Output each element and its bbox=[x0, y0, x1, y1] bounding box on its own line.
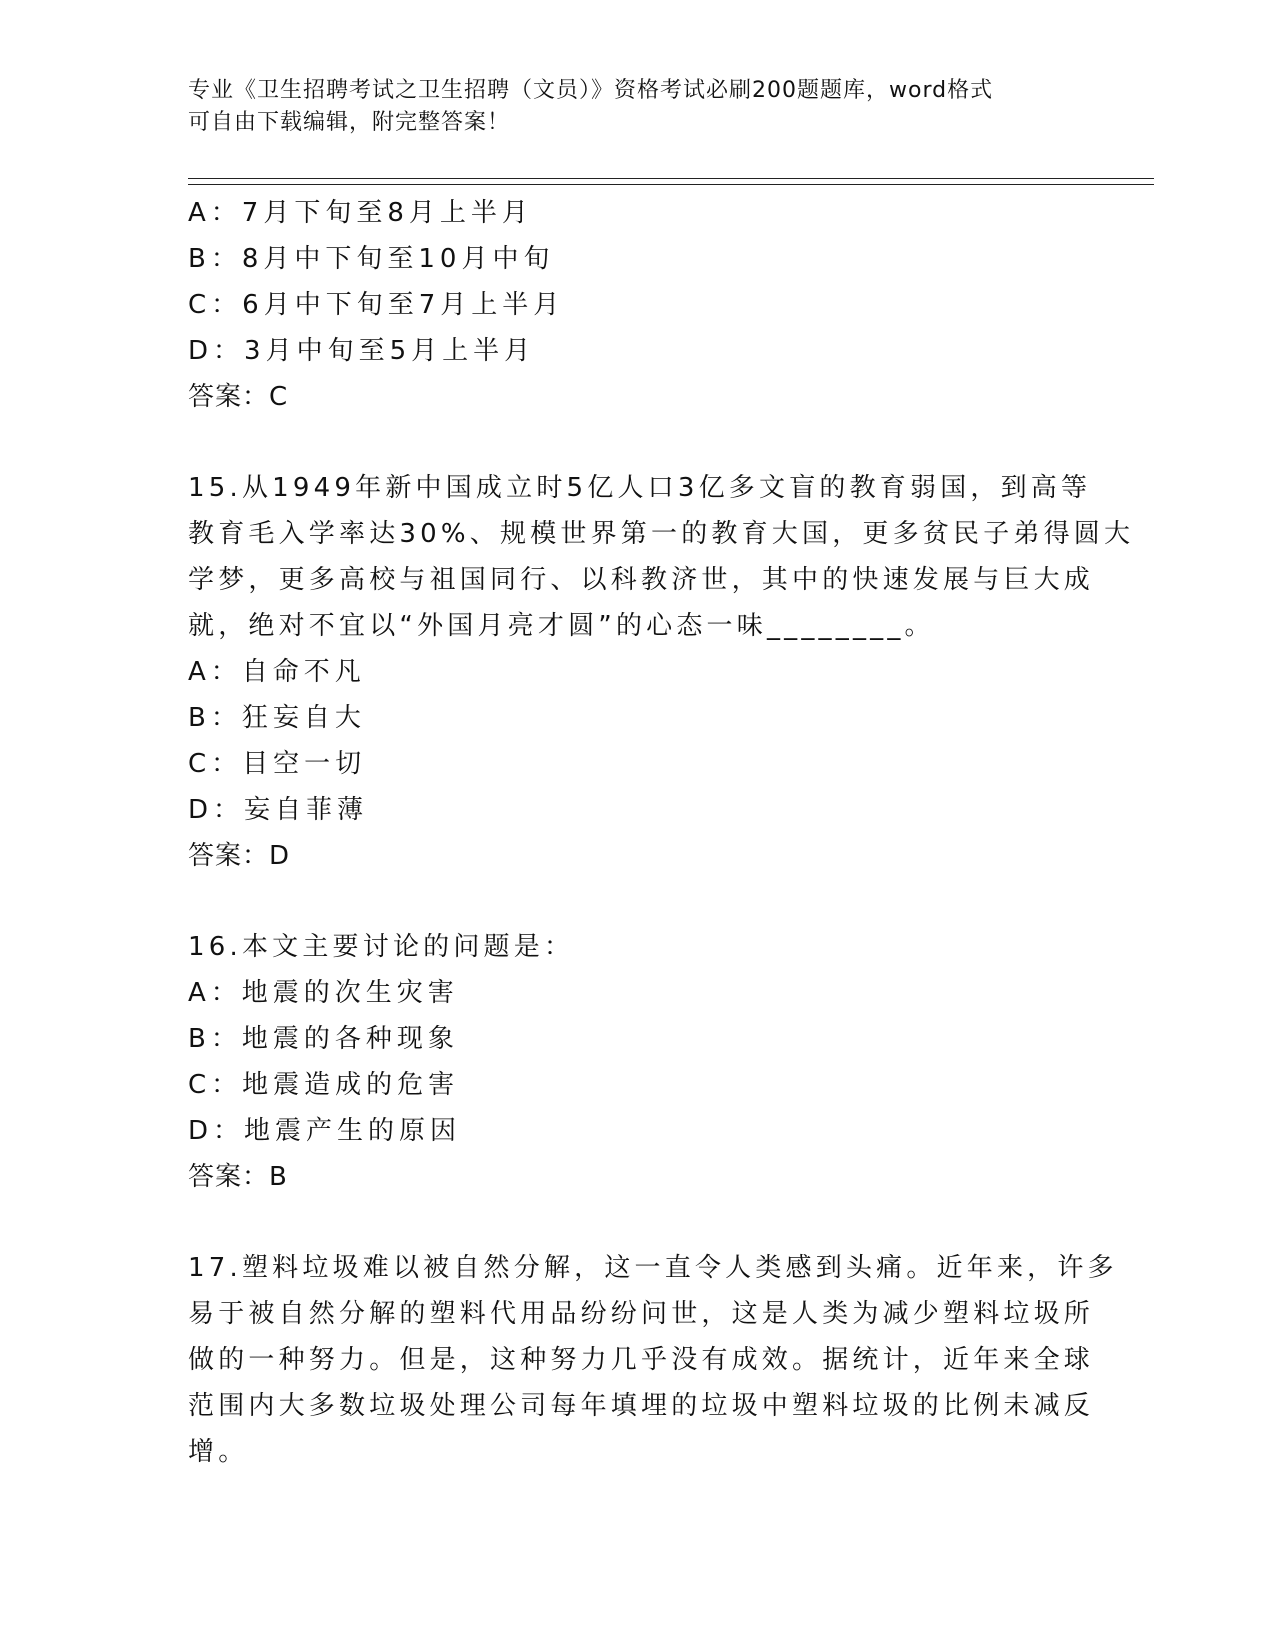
answer-line: 答案：C bbox=[188, 382, 289, 412]
option-b: B：狂妄自大 bbox=[188, 703, 366, 733]
option-c: C：6月中下旬至7月上半月 bbox=[188, 290, 565, 320]
question-text-line: 16.本文主要讨论的问题是： bbox=[188, 932, 575, 962]
question-text-line: 易于被自然分解的塑料代用品纷纷问世，这是人类为减少塑料垃圾所 bbox=[188, 1299, 1095, 1329]
question-text-line: 17.塑料垃圾难以被自然分解，这一直令人类感到头痛。近年来，许多 bbox=[188, 1253, 1118, 1283]
answer-line: 答案：D bbox=[188, 841, 291, 871]
document-body bbox=[188, 190, 1135, 1475]
header-title-line-1: 专业《卫生招聘考试之卫生招聘（文员）》资格考试必刷200题题库，word格式 bbox=[188, 78, 994, 103]
option-c: C：目空一切 bbox=[188, 749, 367, 779]
option-a: A：地震的次生灾害 bbox=[188, 978, 459, 1008]
question-text-line: 就，绝对不宜以“外国月亮才圆”的心态一味________。 bbox=[188, 611, 935, 641]
question-text-line: 15.从1949年新中国成立时5亿人口3亿多文盲的教育弱国，到高等 bbox=[188, 473, 1092, 503]
question-16 bbox=[188, 924, 1088, 1200]
option-b: B：地震的各种现象 bbox=[188, 1024, 459, 1054]
option-a: A：自命不凡 bbox=[188, 657, 366, 687]
question-text bbox=[188, 1245, 1118, 1475]
document-header bbox=[188, 75, 1068, 139]
question-text-line: 增。 bbox=[188, 1437, 249, 1467]
answer-line: 答案：B bbox=[188, 1162, 288, 1192]
option-d: D：地震产生的原因 bbox=[188, 1116, 462, 1146]
option-d: D：3月中旬至5月上半月 bbox=[188, 336, 536, 366]
question-text-line: 学梦，更多高校与祖国同行、以科教济世，其中的快速发展与巨大成 bbox=[188, 565, 1095, 595]
question-text-line: 范围内大多数垃圾处理公司每年填埋的垃圾中塑料垃圾的比例未减反 bbox=[188, 1391, 1095, 1421]
question-14-continuation bbox=[188, 190, 1088, 420]
spacer bbox=[188, 420, 1088, 465]
question-text bbox=[188, 924, 1088, 970]
question-text-line: 教育毛入学率达30%、规模世界第一的教育大国，更多贫民子弟得圆大 bbox=[188, 519, 1135, 549]
option-b: B：8月中下旬至10月中旬 bbox=[188, 244, 555, 274]
question-15 bbox=[188, 465, 1135, 879]
header-divider-bottom bbox=[188, 184, 1154, 185]
spacer bbox=[188, 879, 1088, 924]
header-title-line-2: 可自由下载编辑，附完整答案！ bbox=[188, 110, 511, 135]
question-text bbox=[188, 465, 1135, 649]
question-text-line: 做的一种努力。但是，这种努力几乎没有成效。据统计，近年来全球 bbox=[188, 1345, 1095, 1375]
option-c: C：地震造成的危害 bbox=[188, 1070, 460, 1100]
spacer bbox=[188, 1200, 1088, 1245]
question-17 bbox=[188, 1245, 1118, 1475]
header-divider-top bbox=[188, 178, 1154, 179]
option-d: D：妄自菲薄 bbox=[188, 795, 369, 825]
option-a: A：7月下旬至8月上半月 bbox=[188, 198, 533, 228]
